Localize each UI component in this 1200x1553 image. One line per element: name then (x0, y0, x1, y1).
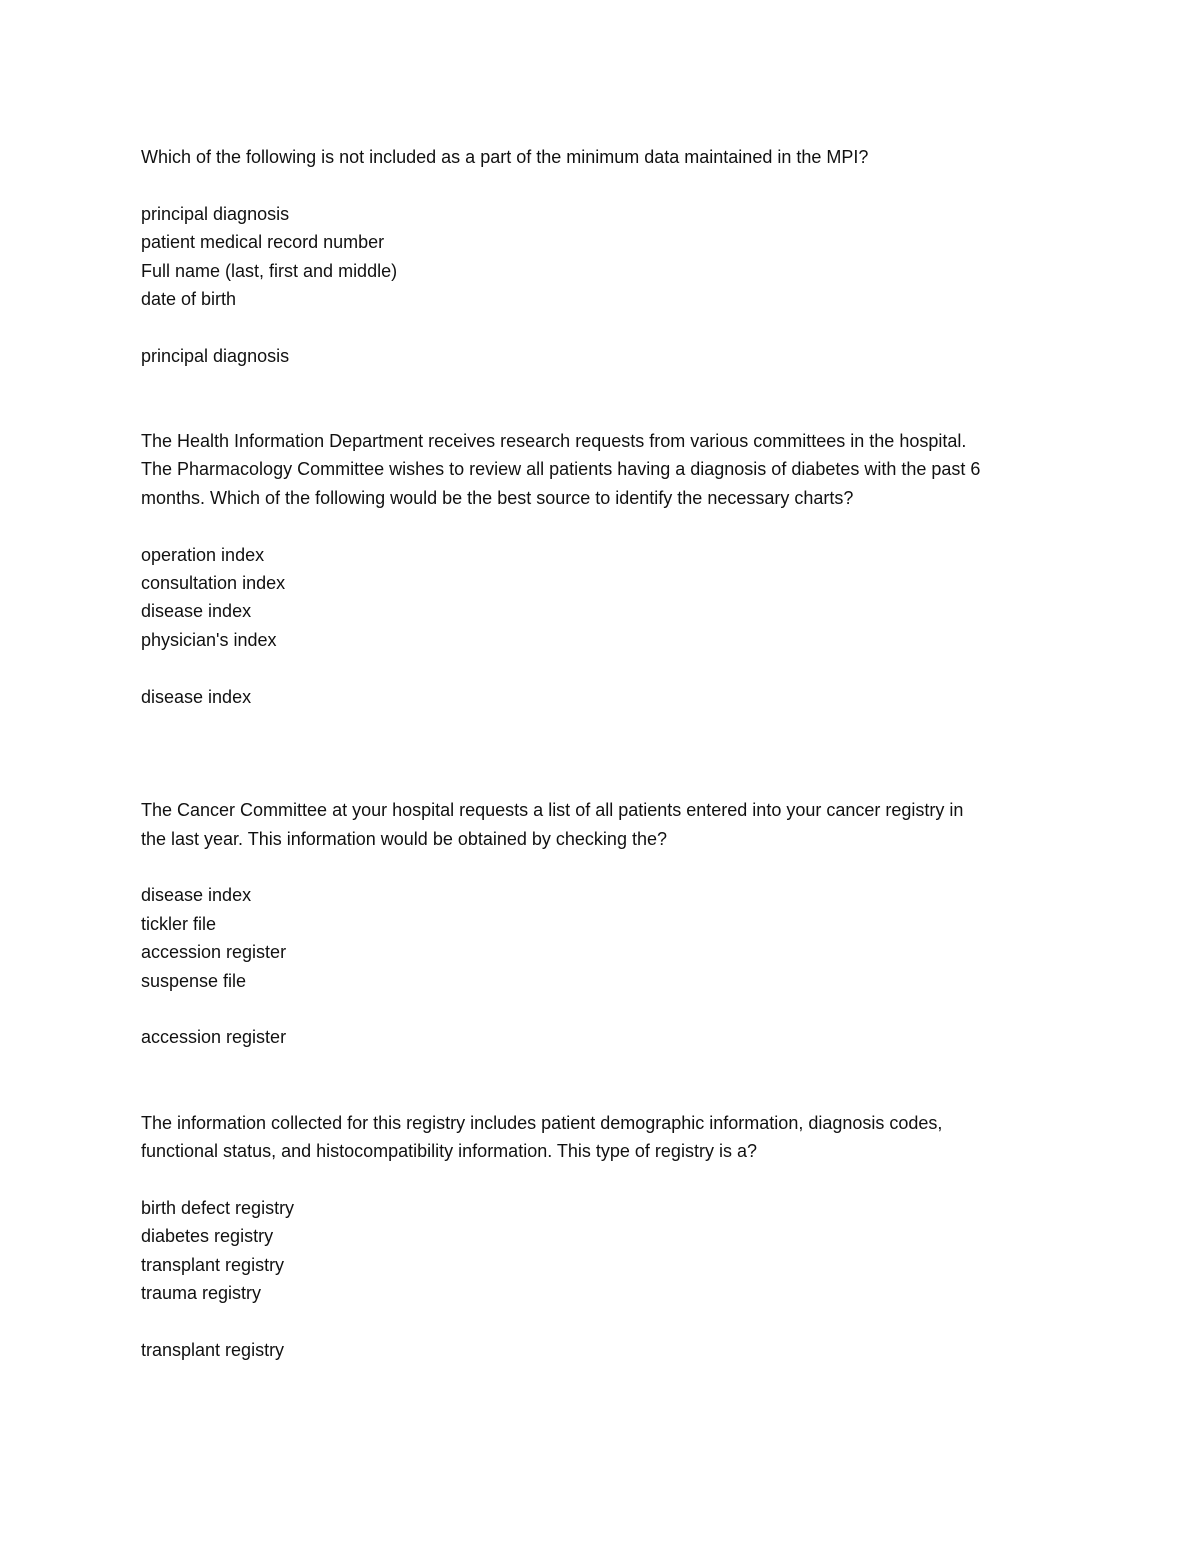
answer-options (141, 200, 1071, 314)
question-text (141, 1109, 1071, 1166)
option-item: operation index (141, 544, 265, 565)
option-item: disease index (141, 885, 252, 906)
question-block-1 (141, 143, 1071, 370)
answer-text: disease index (141, 686, 252, 707)
option-item: tickler file (141, 913, 217, 934)
question-line: Which of the following is not included as a part of the minimum data maintained in the MPI? (141, 147, 869, 167)
answer-options (141, 881, 1071, 995)
answer-text: accession register (141, 1027, 287, 1048)
option-item: trauma registry (141, 1283, 262, 1304)
question-text (141, 796, 1071, 853)
option-item: consultation index (141, 573, 286, 594)
document-content (141, 143, 1071, 1364)
question-text (141, 427, 1071, 512)
question-line: The Health Information Department receives research requests from various committees in the hospital. (141, 431, 967, 452)
option-item: diabetes registry (141, 1226, 274, 1247)
spacer (141, 370, 1071, 427)
question-block-2 (141, 427, 1071, 711)
question-line: months. Which of the following would be the best source to identify the necessary charts? (141, 487, 854, 508)
spacer (141, 711, 1071, 796)
option-item: accession register (141, 942, 287, 963)
answer-options (141, 541, 1071, 655)
answer-text: transplant registry (141, 1339, 285, 1360)
question-line: functional status, and histocompatibility information. This type of registry is a? (141, 1141, 757, 1162)
question-line: the last year. This information would be obtained by checking the? (141, 828, 667, 849)
option-item: transplant registry (141, 1254, 285, 1275)
option-item: date of birth (141, 289, 237, 310)
correct-answer (141, 1336, 1071, 1364)
correct-answer (141, 342, 1071, 370)
option-item: disease index (141, 601, 252, 622)
question-line: The Cancer Committee at your hospital requests a list of all patients entered into your cancer registry in (141, 800, 964, 821)
question-line: The Pharmacology Committee wishes to review all patients having a diagnosis of diabetes with the past 6 (141, 459, 981, 480)
option-item: physician's index (141, 629, 277, 650)
answer-options (141, 1194, 1071, 1308)
spacer (141, 1052, 1071, 1109)
option-item: patient medical record number (141, 232, 385, 253)
option-item: birth defect registry (141, 1197, 295, 1218)
answer-text: principal diagnosis (141, 345, 290, 366)
option-item: principal diagnosis (141, 203, 290, 224)
correct-answer (141, 1023, 1071, 1051)
question-block-3 (141, 796, 1071, 1052)
question-text (141, 143, 1071, 171)
correct-answer (141, 683, 1071, 711)
option-item: Full name (last, first and middle) (141, 260, 398, 281)
option-item: suspense file (141, 970, 247, 991)
question-line: The information collected for this registry includes patient demographic information, diagnosis codes, (141, 1112, 943, 1133)
question-block-4 (141, 1109, 1071, 1365)
